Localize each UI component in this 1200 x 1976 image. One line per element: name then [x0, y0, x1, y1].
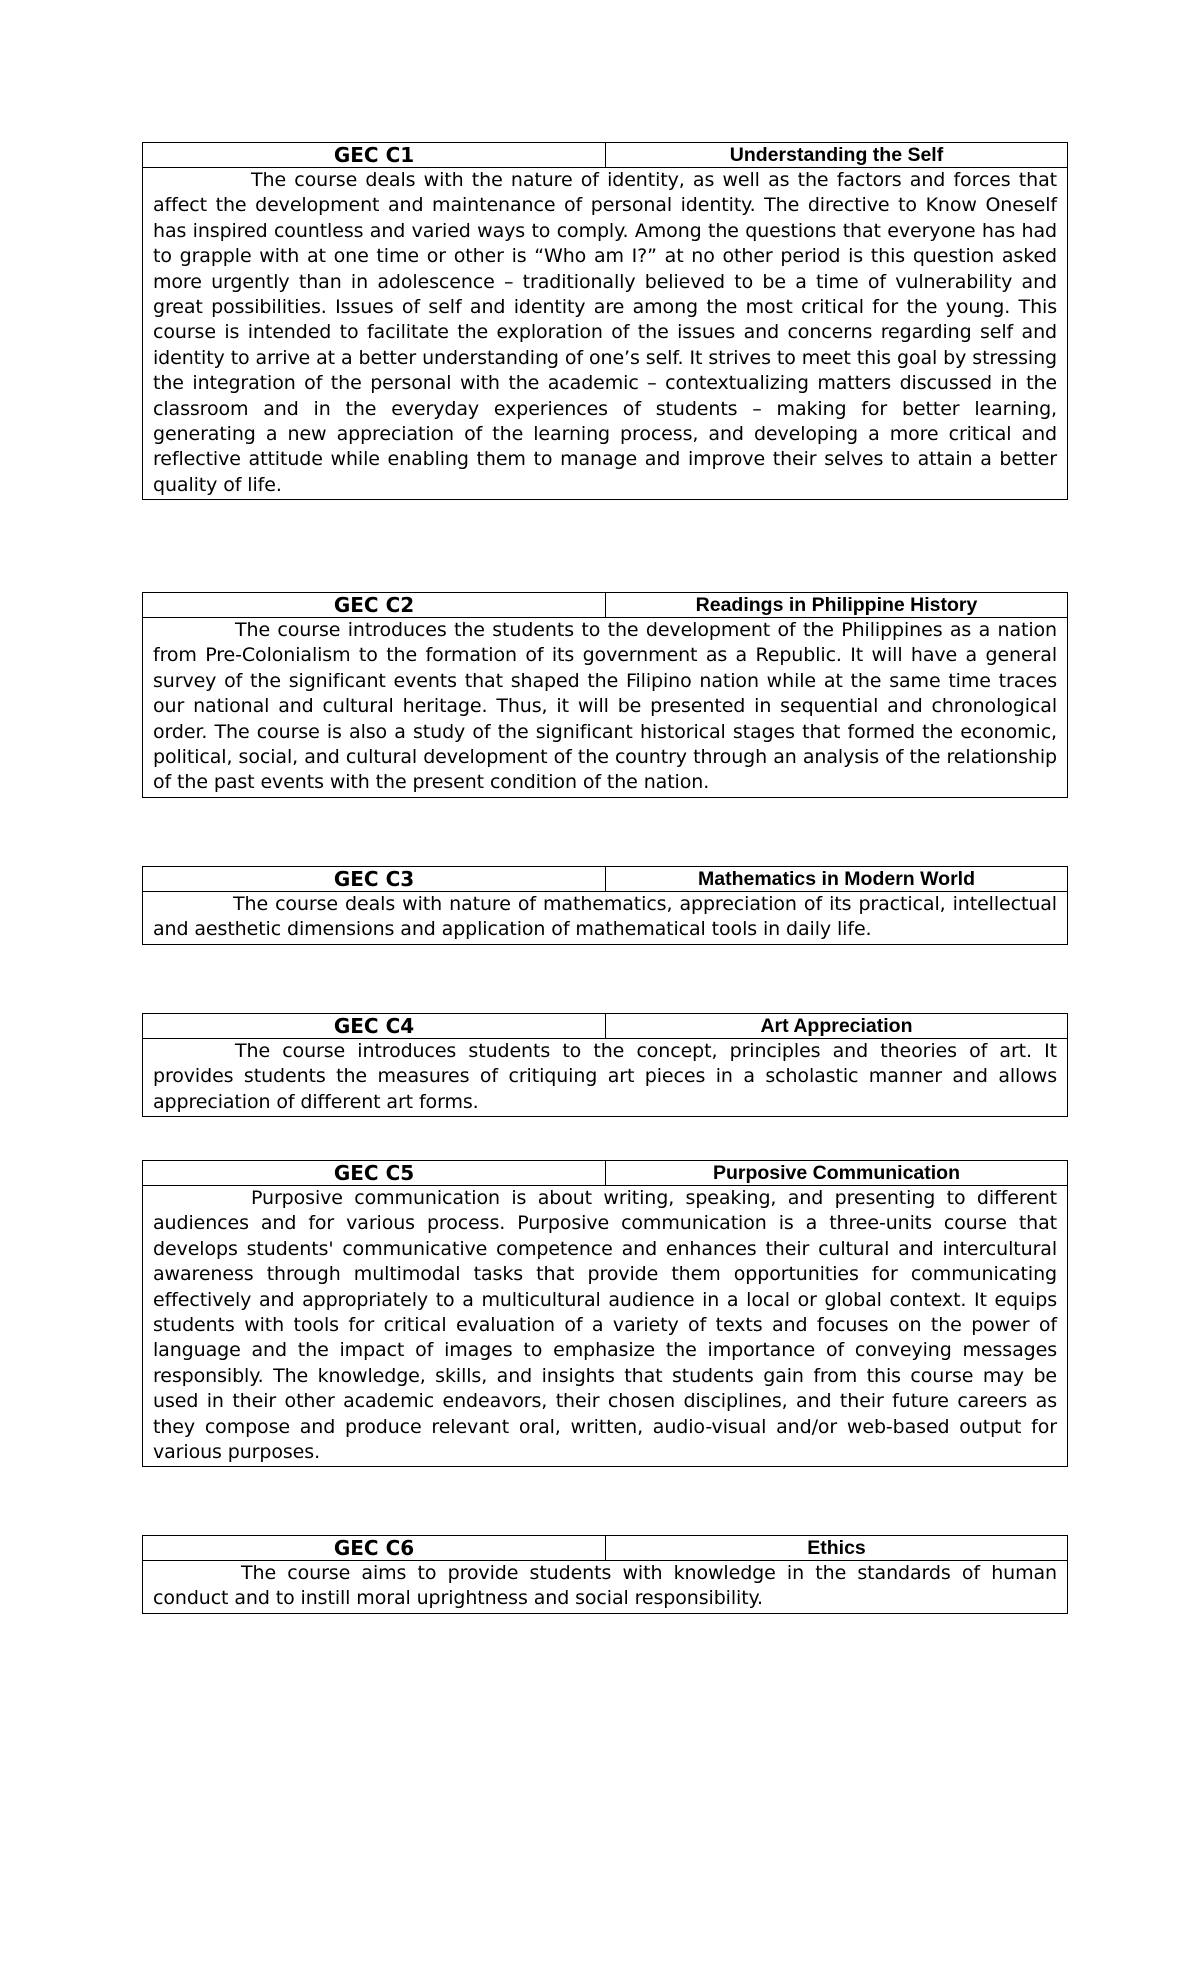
- course-code: GEC C2: [143, 593, 606, 618]
- course-description: The course deals with the nature of identity, as well as the factors and forces that affect the development and maintenance of personal identity. The directive to Know Oneself has inspired countless and varied ways to comply. Among the questions that everyone has had to grapple with at one time or other is “Who am I?” at no other period is this question asked more urgently than in adolescence – traditionally believed to be a time of vulnerability and great possibilities. Issues of self and identity are among the most critical for the young. This course is intended to facilitate the exploration of the issues and concerns regarding self and identity to arrive at a better understanding of one’s self. It strives to meet this goal by stressing the integration of the personal with the academic – contextualizing matters discussed in the classroom and in the everyday experiences of students – making for better learning, generating a new appreciation of the learning process, and developing a more critical and reflective attitude while enabling them to manage and improve their selves to attain a better quality of life.: [153, 169, 1057, 496]
- course-table-gec-c6: [142, 1535, 1068, 1614]
- course-title: Purposive Communication: [606, 1161, 1068, 1186]
- course-description-row: [143, 618, 1068, 798]
- course-description-row: [143, 168, 1068, 500]
- course-title: Ethics: [606, 1536, 1068, 1561]
- course-table-gec-c5: [142, 1160, 1068, 1467]
- course-header-row: [143, 1014, 1068, 1039]
- course-code: GEC C4: [143, 1014, 606, 1039]
- course-table-gec-c4: [142, 1013, 1068, 1117]
- course-header-row: [143, 867, 1068, 892]
- course-description-cell: [143, 1039, 1068, 1117]
- course-code: GEC C5: [143, 1161, 606, 1186]
- course-description-cell: [143, 892, 1068, 945]
- course-header-row: [143, 1536, 1068, 1561]
- course-code: GEC C1: [143, 143, 606, 168]
- course-description-row: [143, 1186, 1068, 1467]
- course-description: The course introduces the students to the development of the Philippines as a nation from Pre-Colonialism to the formation of its government as a Republic. It will have a general survey of the significant events that shaped the Filipino nation while at the same time traces our national and cultural heritage. Thus, it will be presented in sequential and chronological order. The course is also a study of the significant historical stages that formed the economic, political, social, and cultural development of the country through an analysis of the relationship of the past events with the present condition of the nation.: [153, 619, 1057, 794]
- course-description-cell: [143, 168, 1068, 500]
- course-header-row: [143, 593, 1068, 618]
- course-code: GEC C6: [143, 1536, 606, 1561]
- course-description-cell: [143, 1561, 1068, 1614]
- course-table-gec-c3: [142, 866, 1068, 945]
- course-table-gec-c1: [142, 142, 1068, 500]
- course-header-row: [143, 143, 1068, 168]
- course-title: Readings in Philippine History: [606, 593, 1068, 618]
- course-description: The course deals with nature of mathematics, appreciation of its practical, intellectual and aesthetic dimensions and application of mathematical tools in daily life.: [153, 893, 1057, 941]
- course-description: Purposive communication is about writing, speaking, and presenting to different audiences and for various process. Purposive communication is a three-units course that develops students' communicative competence and enhances their cultural and intercultural awareness through multimodal tasks that provide them opportunities for communicating effectively and appropriately to a multicultural audience in a local or global context. It equips students with tools for critical evaluation of a variety of texts and focuses on the power of language and the impact of images to emphasize the importance of conveying messages responsibly. The knowledge, skills, and insights that students gain from this course may be used in their other academic endeavors, their chosen disciplines, and their future careers as they compose and produce relevant oral, written, audio-visual and/or web-based output for various purposes.: [153, 1187, 1057, 1464]
- course-description-cell: [143, 1186, 1068, 1467]
- course-description-cell: [143, 618, 1068, 798]
- course-description: The course aims to provide students with knowledge in the standards of human conduct and to instill moral uprightness and social responsibility.: [153, 1562, 1057, 1610]
- course-header-row: [143, 1161, 1068, 1186]
- course-title: Mathematics in Modern World: [606, 867, 1068, 892]
- course-title: Art Appreciation: [606, 1014, 1068, 1039]
- course-code: GEC C3: [143, 867, 606, 892]
- course-table-gec-c2: [142, 592, 1068, 798]
- course-description-row: [143, 1561, 1068, 1614]
- course-title: Understanding the Self: [606, 143, 1068, 168]
- course-description-row: [143, 1039, 1068, 1117]
- course-description: The course introduces students to the concept, principles and theories of art. It provides students the measures of critiquing art pieces in a scholastic manner and allows appreciation of different art forms.: [153, 1040, 1057, 1113]
- course-description-row: [143, 892, 1068, 945]
